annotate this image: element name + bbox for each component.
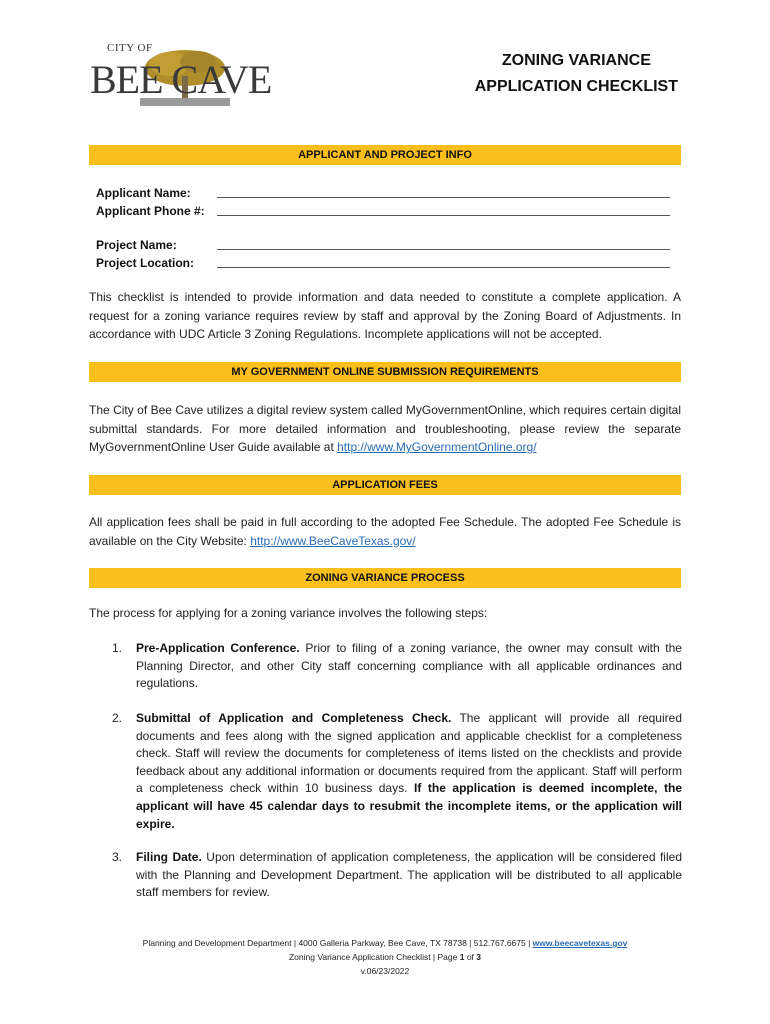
- section-fees-header: APPLICATION FEES: [89, 475, 681, 495]
- step-number: 1.: [112, 641, 123, 655]
- mgo-paragraph: [89, 401, 681, 457]
- step-number: 2.: [112, 711, 123, 725]
- title-line-2: APPLICATION CHECKLIST: [474, 78, 678, 95]
- footer-address-line: [89, 936, 681, 950]
- step-emphasis: If the application is deemed incomplete, the applicant will have 45 calendar days to resubmit the incomplete items, or the application will expire.: [136, 781, 682, 831]
- footer-page-number: 1: [459, 952, 465, 962]
- applicant-name-line[interactable]: [217, 197, 670, 198]
- project-location-line[interactable]: [217, 267, 670, 268]
- title-line-1: ZONING VARIANCE: [501, 52, 651, 69]
- process-step-1: [112, 640, 682, 693]
- footer-doc-name: Zoning Variance Application Checklist | Page: [288, 952, 460, 962]
- applicant-phone-line[interactable]: [217, 215, 670, 216]
- section-applicant-header: APPLICANT AND PROJECT INFO: [89, 145, 681, 165]
- footer-of: of: [464, 952, 477, 962]
- applicant-phone-label: Applicant Phone #:: [96, 204, 205, 218]
- document-title: [475, 48, 678, 100]
- step-number: 3.: [112, 850, 123, 864]
- fees-paragraph: [89, 513, 681, 550]
- step-heading: Filing Date.: [136, 850, 202, 864]
- section-mgo-header: MY GOVERNMENT ONLINE SUBMISSION REQUIREMENTS: [89, 362, 681, 382]
- project-name-label: Project Name:: [96, 238, 177, 252]
- bee-cave-logo: [88, 42, 270, 112]
- logo-big-text: BEE CAVE: [90, 57, 272, 102]
- step-heading: Submittal of Application and Completeness Check.: [136, 711, 452, 725]
- project-name-line[interactable]: [217, 249, 670, 250]
- process-step-3: [112, 849, 682, 902]
- page-footer: [89, 936, 681, 978]
- fees-text: All application fees shall be paid in full according to the adopted Fee Schedule. The adopted Fee Schedule is available on the City Website:: [89, 515, 681, 548]
- section-process-header: ZONING VARIANCE PROCESS: [89, 568, 681, 588]
- fees-link[interactable]: http://www.BeeCaveTexas.gov/: [250, 533, 416, 548]
- step-heading: Pre-Application Conference.: [136, 641, 300, 655]
- footer-page-total: 3: [476, 952, 481, 962]
- process-intro: The process for applying for a zoning variance involves the following steps:: [89, 606, 488, 620]
- step-text: The applicant will provide all required documents and fees along with the signed application and applicable checklist for a completeness check. Staff will review the documents for completeness of items listed on the checklists and provide feedback about any additional information or documents required from the applicant. Staff will perform a completeness check within 10 business days.: [136, 711, 682, 796]
- footer-version: v.06/23/2022: [360, 966, 410, 976]
- intro-paragraph: This checklist is intended to provide information and data needed to constitute a complete application. A request for a zoning variance requires review by staff and approval by the Zoning Board of Adjustments. In accordance with UDC Article 3 Zoning Regulations. Incomplete applications will not be accepted.: [89, 290, 681, 342]
- step-text: Upon determination of application completeness, the application will be considered filed with the Planning and Development Department. The application will be distributed to all applicable staff members for review.: [136, 850, 682, 900]
- footer-address: Planning and Development Department | 4000 Galleria Parkway, Bee Cave, TX 78738 | 512.767.6675 |: [142, 938, 533, 948]
- process-step-2: [112, 710, 682, 833]
- step-text: Prior to filing of a zoning variance, the owner may consult with the Planning Director, and other City staff concerning compliance with all applicable ordinances and regulations.: [136, 641, 682, 691]
- footer-page-line: [89, 950, 681, 964]
- footer-website-link[interactable]: www.beecavetexas.gov: [532, 938, 628, 948]
- mgo-link[interactable]: http://www.MyGovernmentOnline.org/: [337, 440, 537, 455]
- project-location-label: Project Location:: [96, 256, 195, 270]
- mgo-text: The City of Bee Cave utilizes a digital review system called MyGovernmentOnline, which requires certain digital submittal standards. For more detailed information and troubleshooting, please review the separate MyGovernmentOnline User Guide available at: [89, 403, 681, 455]
- logo-small-text: CITY OF: [107, 42, 153, 54]
- applicant-name-label: Applicant Name:: [96, 186, 191, 200]
